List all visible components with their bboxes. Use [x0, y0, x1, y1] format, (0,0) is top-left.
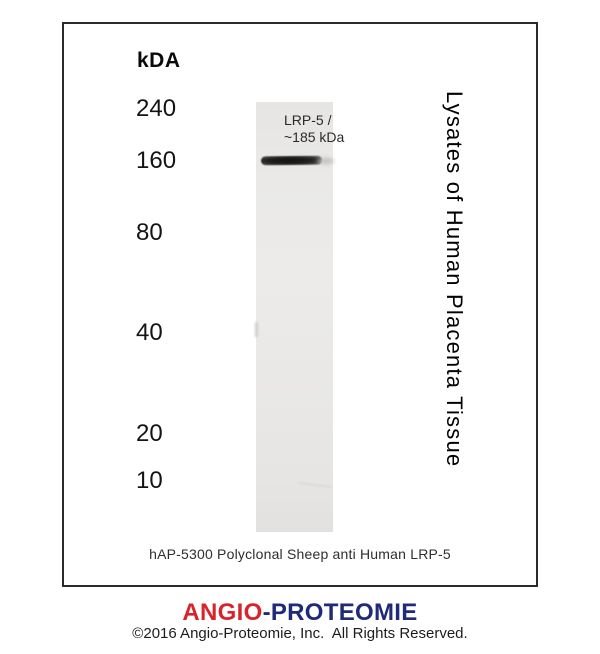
protein-band-tail [317, 158, 334, 164]
band-annotation-line1: LRP-5 / [284, 112, 332, 128]
mw-marker-240: 240 [136, 95, 177, 122]
brand-proteomie: -PROTEOMIE [262, 599, 418, 626]
band-annotation [284, 112, 344, 146]
mw-marker-10: 10 [136, 467, 163, 494]
brand-angio: ANGIO [182, 599, 263, 626]
gel-lane [256, 102, 333, 532]
mw-marker-80: 80 [136, 219, 163, 246]
figure-caption: hAP-5300 Polyclonal Sheep anti Human LRP-5 [149, 546, 451, 562]
sample-label-vertical: Lysates of Human Placenta Tissue [442, 91, 467, 468]
copyright-text: ©2016 Angio-Proteomie, Inc. All Rights Reserved. [132, 625, 468, 642]
mw-marker-40: 40 [136, 319, 163, 346]
protein-band [261, 156, 322, 166]
lane-edge-smudge [255, 322, 258, 337]
kda-unit-label: kDA [137, 49, 181, 72]
mw-marker-20: 20 [136, 420, 163, 447]
lane-scratch-artifact [298, 482, 332, 488]
brand-logo [0, 599, 600, 627]
band-annotation-line2: ~185 kDa [284, 129, 345, 145]
mw-marker-160: 160 [136, 147, 177, 174]
